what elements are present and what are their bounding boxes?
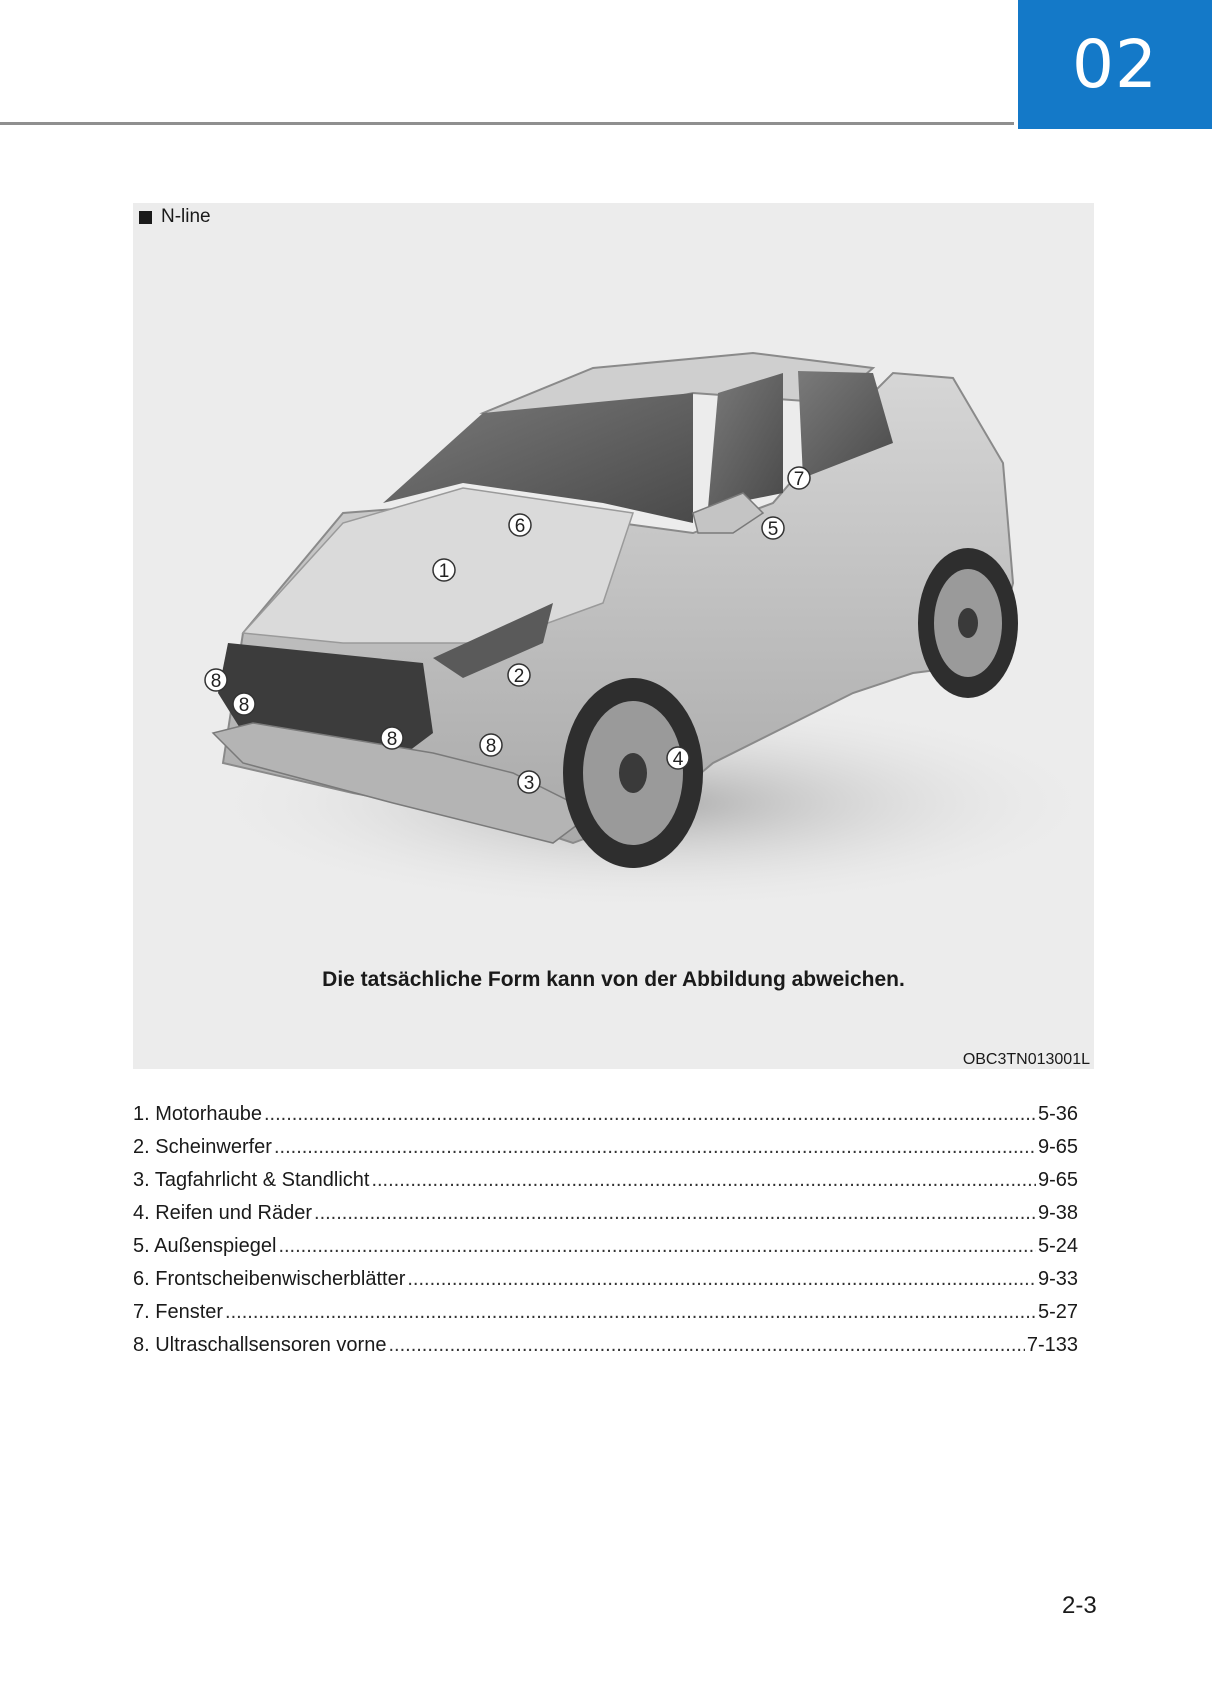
svg-text:4: 4 xyxy=(672,749,684,770)
toc-leader xyxy=(388,1329,1024,1362)
toc-item-label: 6. Frontscheibenwischerblätter xyxy=(133,1268,406,1290)
toc-item-page: 9-65 xyxy=(1037,1136,1078,1158)
callout-8a xyxy=(205,669,227,692)
toc-item-page: 9-33 xyxy=(1037,1268,1078,1290)
toc-leader xyxy=(264,1098,1036,1131)
toc-leader xyxy=(274,1131,1036,1164)
toc-item-label: 4. Reifen und Räder xyxy=(133,1202,313,1224)
toc-list xyxy=(133,1098,1078,1362)
callout-3 xyxy=(518,771,540,794)
front-wheel xyxy=(563,678,703,868)
svg-text:2: 2 xyxy=(513,666,525,687)
callout-6 xyxy=(509,514,531,537)
svg-text:7: 7 xyxy=(793,469,805,490)
callout-8c xyxy=(381,727,403,750)
toc-item-page: 5-27 xyxy=(1037,1301,1078,1323)
toc-item-label: 1. Motorhaube xyxy=(133,1103,262,1125)
svg-text:6: 6 xyxy=(514,516,526,537)
toc-item-label: 8. Ultraschallsensoren vorne xyxy=(133,1334,387,1356)
callout-2 xyxy=(508,664,530,687)
chapter-number: 02 xyxy=(1072,26,1158,103)
toc-item-page: 5-36 xyxy=(1037,1103,1078,1125)
toc-item xyxy=(133,1131,1078,1164)
callout-8b xyxy=(233,693,255,716)
svg-text:1: 1 xyxy=(438,561,450,582)
chapter-tab xyxy=(1018,0,1212,129)
toc-item-label: 3. Tagfahrlicht & Standlicht xyxy=(133,1169,370,1191)
toc-item xyxy=(133,1197,1078,1230)
svg-text:5: 5 xyxy=(767,519,779,540)
svg-text:8: 8 xyxy=(386,729,398,750)
car-figure xyxy=(133,203,1094,1069)
callout-4 xyxy=(667,747,689,770)
figure-code: OBC3TN013001L xyxy=(962,1051,1090,1068)
rear-wheel xyxy=(918,548,1018,698)
toc-item xyxy=(133,1263,1078,1296)
svg-text:8: 8 xyxy=(238,695,250,716)
callout-5 xyxy=(762,517,784,540)
page-number: 2-3 xyxy=(1062,1592,1097,1619)
toc-item-page: 7-133 xyxy=(1026,1334,1078,1356)
toc-item-label: 5. Außenspiegel xyxy=(133,1235,277,1257)
svg-text:8: 8 xyxy=(485,736,497,757)
toc-item-page: 9-38 xyxy=(1037,1202,1078,1224)
toc-item xyxy=(133,1098,1078,1131)
svg-text:8: 8 xyxy=(210,671,222,692)
toc-leader xyxy=(225,1296,1036,1329)
callout-7 xyxy=(788,467,810,490)
toc-leader xyxy=(407,1263,1036,1296)
toc-leader xyxy=(314,1197,1036,1230)
toc-item-label: 7. Fenster xyxy=(133,1301,224,1323)
side-window-front xyxy=(708,373,783,508)
svg-text:3: 3 xyxy=(523,773,535,794)
toc-item xyxy=(133,1230,1078,1263)
car-illustration xyxy=(133,203,1094,1069)
figure-disclaimer: Die tatsächliche Form kann von der Abbildung abweichen. xyxy=(322,968,905,991)
toc-item xyxy=(133,1296,1078,1329)
toc-item-page: 5-24 xyxy=(1037,1235,1078,1257)
toc-item-page: 9-65 xyxy=(1037,1169,1078,1191)
toc-leader xyxy=(371,1164,1036,1197)
square-bullet-icon xyxy=(139,211,152,224)
toc-item xyxy=(133,1164,1078,1197)
header-rule xyxy=(0,122,1014,125)
callout-1 xyxy=(433,559,455,582)
callout-8d xyxy=(480,734,502,757)
toc-item xyxy=(133,1329,1078,1362)
toc-item-label: 2. Scheinwerfer xyxy=(133,1136,272,1158)
variant-label xyxy=(139,206,211,228)
variant-text: N-line xyxy=(161,206,211,227)
toc-leader xyxy=(278,1230,1036,1263)
